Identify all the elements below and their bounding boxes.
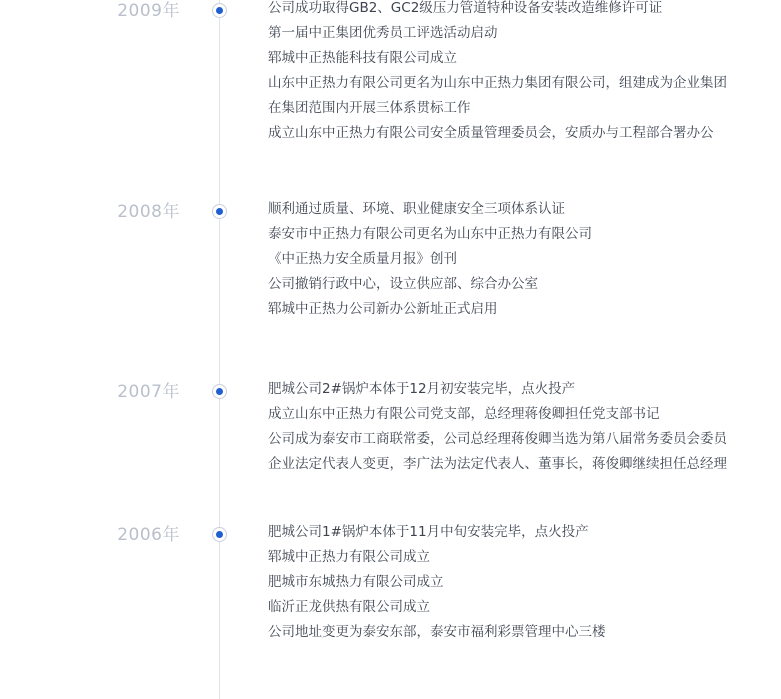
timeline-year-label: 2007年 [117,382,180,402]
timeline-event-item: 成立山东中正热力有限公司安全质量管理委员会，安质办与工程部合署办公 [268,125,714,141]
timeline-event-list [268,0,768,146]
timeline-marker-dot-icon [212,204,227,219]
timeline-event-item: 临沂正龙供热有限公司成立 [268,599,430,615]
timeline-event-item: 在集团范围内开展三体系贯标工作 [268,100,471,116]
timeline-event-item: 公司地址变更为泰安东部，泰安市福利彩票管理中心三楼 [268,624,606,640]
timeline-event-item: 山东中正热力有限公司更名为山东中正热力集团有限公司，组建成为企业集团 [268,75,727,91]
timeline-year-label: 2006年 [117,525,180,545]
timeline-year-label: 2009年 [117,1,180,21]
timeline-event-item: 顺利通过质量、环境、职业健康安全三项体系认证 [268,201,565,217]
timeline-year-label: 2008年 [117,202,180,222]
timeline-axis-line [219,0,220,699]
timeline-event-item: 泰安市中正热力有限公司更名为山东中正热力有限公司 [268,226,592,242]
timeline-event-item: 《中正热力安全质量月报》创刊 [268,251,457,267]
timeline-event-list [268,377,768,477]
timeline-event-item: 公司撤销行政中心，设立供应部、综合办公室 [268,276,538,292]
timeline-event-item: 肥城公司2#锅炉本体于12月初安装完毕，点火投产 [268,381,576,397]
timeline-event-item: 郓城中正热力有限公司成立 [268,549,430,565]
timeline-event-item: 成立山东中正热力有限公司党支部，总经理蒋俊卿担任党支部书记 [268,406,660,422]
timeline-event-item: 企业法定代表人变更，李广法为法定代表人、董事长，蒋俊卿继续担任总经理 [268,456,727,472]
timeline-event-item: 肥城公司1#锅炉本体于11月中旬安装完毕，点火投产 [268,524,589,540]
timeline-marker-dot-icon [212,3,227,18]
timeline-event-item: 公司成功取得GB2、GC2级压力管道特种设备安装改造维修许可证 [268,0,663,16]
timeline-marker-dot-icon [212,384,227,399]
timeline-marker-dot-icon [212,527,227,542]
timeline-event-item: 第一届中正集团优秀员工评选活动启动 [268,25,498,41]
timeline-event-item: 公司成为泰安市工商联常委，公司总经理蒋俊卿当选为第八届常务委员会委员 [268,431,727,447]
timeline-event-item: 肥城市东城热力有限公司成立 [268,574,444,590]
timeline-event-list [268,197,768,322]
timeline-event-item: 郓城中正热力公司新办公新址正式启用 [268,301,498,317]
timeline-event-item: 郓城中正热能科技有限公司成立 [268,50,457,66]
timeline-event-list [268,520,768,645]
